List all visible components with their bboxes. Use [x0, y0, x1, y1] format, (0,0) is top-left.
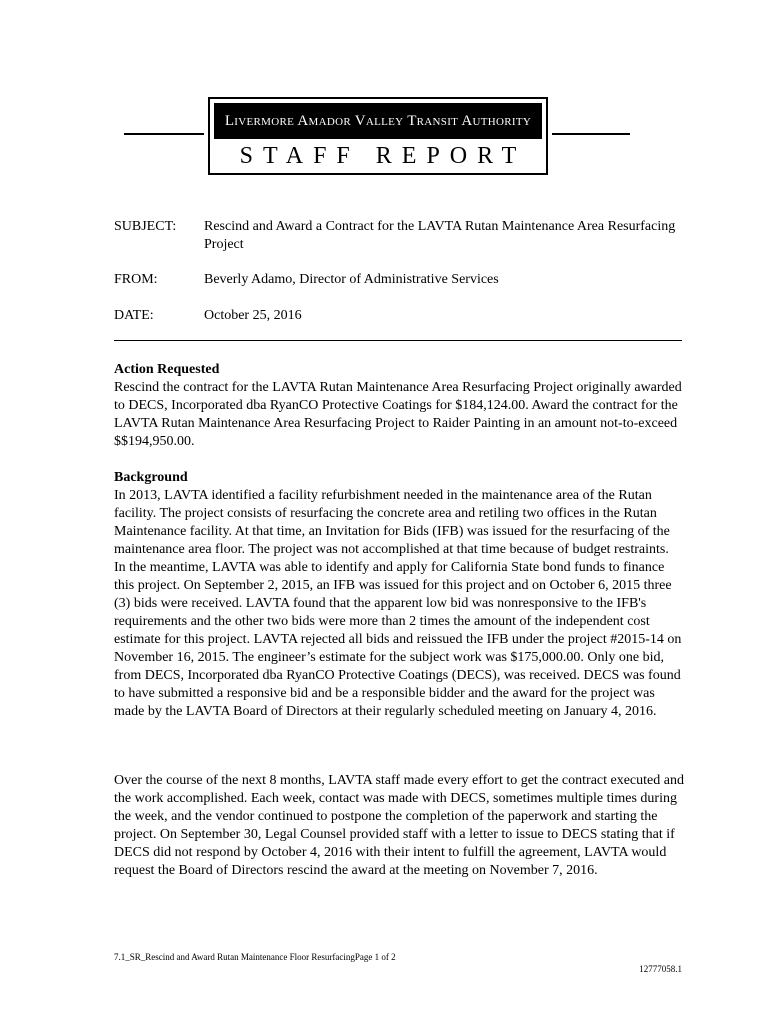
background-section	[114, 469, 684, 721]
background-paragraph-2: Over the course of the next 8 months, LAVTA staff made every effort to get the contract executed and the work accomplished. Each week, contact was made with DECS, sometimes multiple times during the week, and the vendor continued to postpone the completion of the paperwork and starting the project. On September 30, Legal Counsel provided staff with a letter to issue to DECS stating that if DECS did not respond by October 4, 2016 with their intent to fulfill the agreement, LAVTA would request the Board of Directors rescind the award at the meeting on November 7, 2016.	[114, 773, 684, 878]
from-label: FROM:	[114, 272, 158, 287]
section-divider	[114, 340, 682, 341]
report-title: STAFF REPORT	[239, 143, 527, 169]
report-header-box	[208, 97, 548, 175]
footer-page-info: Page 1 of 2	[354, 952, 396, 962]
date-value: October 25, 2016	[204, 308, 302, 323]
date-label: DATE:	[114, 308, 154, 323]
authority-banner: Livermore Amador Valley Transit Authority	[214, 103, 542, 139]
background-paragraph-1: In 2013, LAVTA identified a facility refurbishment needed in the maintenance area of the Rutan facility. The project consists of resurfacing the concrete area and retiling two offices in the Rutan Maintenance facility. At that time, an Invitation for Bids (IFB) was issued for the resurfacing of the maintenance area floor. The project was not accomplished at that time because of budget restraints. In the meantime, LAVTA was able to identify and apply for California State bond funds to finance this project. On September 2, 2015, an IFB was issued for this project and on October 6, 2015 three (3) bids were received. LAVTA found that the apparent low bid was nonresponsive to the IFB's requirements and the other two bids were more than 2 times the amount of the independent cost estimate for this project. LAVTA rejected all bids and reissued the IFB under the project #2015-14 on November 16, 2015. The engineer’s estimate for the subject work was $175,000.00. Only one bid, from DECS, Incorporated dba RyanCO Protective Coatings (DECS), was received. DECS was found to have submitted a responsive bid and be a responsible bidder and the award for the project was made by the LAVTA Board of Directors at their regularly scheduled meeting on January 4, 2016.	[114, 488, 682, 719]
header-rule-right	[552, 133, 630, 135]
action-requested-text: Rescind the contract for the LAVTA Rutan Maintenance Area Resurfacing Project originally awarded to DECS, Incorporated dba RyanCO Protective Coatings for $184,124.00. Award the contract for the LAVTA Rutan Maintenance Area Resurfacing Project to Raider Painting in an amount not-to-exceed $$194,950.00.	[114, 380, 682, 449]
footer-doc-number: 12777058.1	[639, 964, 682, 974]
subject-value: Rescind and Award a Contract for the LAVTA Rutan Maintenance Area Resurfacing Project	[204, 219, 676, 252]
background-continued	[114, 772, 684, 880]
action-requested-section	[114, 361, 684, 451]
action-requested-heading: Action Requested	[114, 362, 220, 377]
footer-file-info	[114, 952, 396, 962]
from-value: Beverly Adamo, Director of Administrative Services	[204, 272, 499, 287]
footer-file-name: 7.1_SR_Rescind and Award Rutan Maintenance Floor Resurfacing	[114, 952, 355, 962]
header-rule-left	[124, 133, 204, 135]
subject-label: SUBJECT:	[114, 219, 177, 234]
background-heading: Background	[114, 470, 188, 485]
